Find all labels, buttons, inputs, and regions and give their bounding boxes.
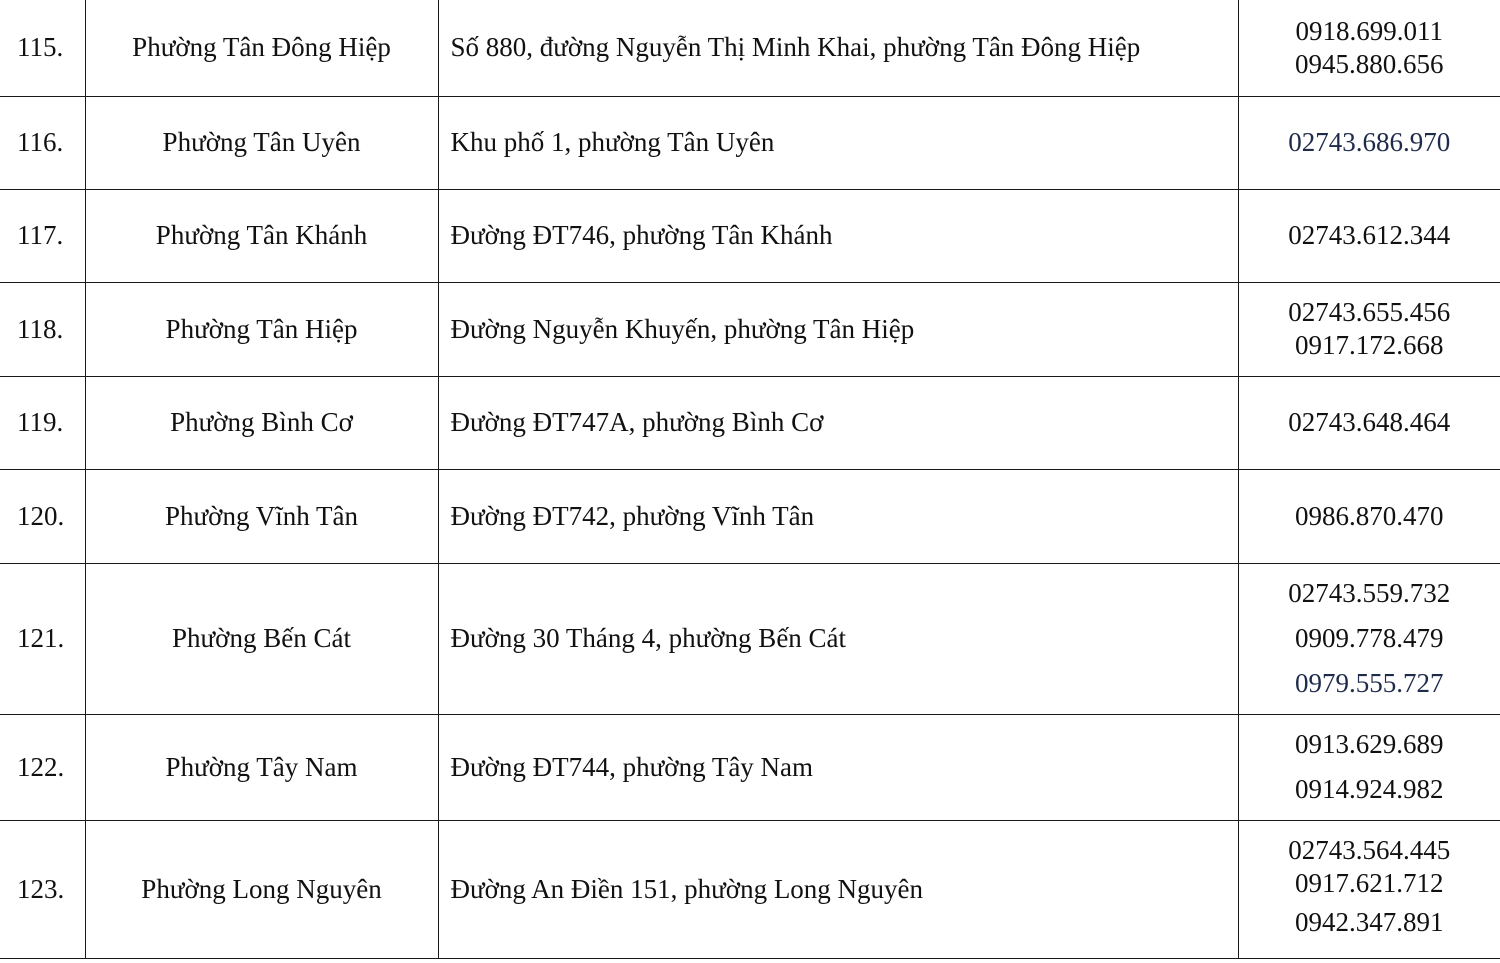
phone-cell [1238, 0, 1500, 96]
ward-name: Phường Bình Cơ [85, 376, 438, 469]
ward-address: Số 880, đường Nguyễn Thị Minh Khai, phường Tân Đông Hiệp [438, 0, 1238, 96]
table-row [0, 820, 1500, 958]
row-number: 117. [0, 189, 85, 282]
phone-cell [1238, 282, 1500, 376]
phone-number: 0913.629.689 [1295, 729, 1444, 759]
phone-cell [1238, 820, 1500, 958]
phone-number: 0917.172.668 [1295, 330, 1444, 360]
phone-number: 02743.655.456 [1288, 297, 1451, 327]
table-row [0, 376, 1500, 469]
ward-name: Phường Tây Nam [85, 714, 438, 820]
row-number: 115. [0, 0, 85, 96]
ward-address: Đường An Điền 151, phường Long Nguyên [438, 820, 1238, 958]
ward-name: Phường Long Nguyên [85, 820, 438, 958]
ward-address: Đường ĐT742, phường Vĩnh Tân [438, 469, 1238, 563]
table-row [0, 282, 1500, 376]
ward-address: Đường ĐT744, phường Tây Nam [438, 714, 1238, 820]
table-row [0, 96, 1500, 189]
phone-cell [1238, 96, 1500, 189]
phone-number: 0909.778.479 [1295, 623, 1444, 653]
phone-number: 0979.555.727 [1295, 668, 1444, 698]
table-row [0, 189, 1500, 282]
ward-name: Phường Tân Uyên [85, 96, 438, 189]
phone-number: 0945.880.656 [1295, 48, 1444, 79]
ward-address: Đường ĐT747A, phường Bình Cơ [438, 376, 1238, 469]
phone-number: 02743.612.344 [1288, 220, 1451, 250]
phone-cell [1238, 189, 1500, 282]
phone-number: 0986.870.470 [1295, 500, 1444, 531]
ward-address: Đường 30 Tháng 4, phường Bến Cát [438, 563, 1238, 714]
row-number: 122. [0, 714, 85, 820]
ward-name: Phường Bến Cát [85, 563, 438, 714]
phone-number: 0918.699.011 [1295, 15, 1443, 46]
phone-number: 02743.648.464 [1288, 407, 1451, 437]
phone-number: 0914.924.982 [1295, 774, 1444, 804]
table-row [0, 563, 1500, 714]
table-row [0, 469, 1500, 563]
phone-cell [1238, 469, 1500, 563]
row-number: 118. [0, 282, 85, 376]
row-number: 119. [0, 376, 85, 469]
phone-number: 02743.564.445 [1288, 834, 1451, 865]
phone-number: 0942.347.891 [1295, 906, 1444, 937]
table-row [0, 0, 1500, 96]
ward-name: Phường Tân Đông Hiệp [85, 0, 438, 96]
ward-address: Đường ĐT746, phường Tân Khánh [438, 189, 1238, 282]
phone-cell [1238, 376, 1500, 469]
phone-number: 02743.686.970 [1288, 127, 1451, 157]
ward-name: Phường Tân Hiệp [85, 282, 438, 376]
phone-number: 0917.621.712 [1295, 867, 1444, 898]
row-number: 120. [0, 469, 85, 563]
phone-cell [1238, 714, 1500, 820]
row-number: 123. [0, 820, 85, 958]
phone-number: 02743.559.732 [1288, 578, 1451, 608]
phone-cell [1238, 563, 1500, 714]
ward-name: Phường Tân Khánh [85, 189, 438, 282]
table-row [0, 714, 1500, 820]
ward-address: Đường Nguyễn Khuyến, phường Tân Hiệp [438, 282, 1238, 376]
ward-name: Phường Vĩnh Tân [85, 469, 438, 563]
row-number: 116. [0, 96, 85, 189]
row-number: 121. [0, 563, 85, 714]
ward-address: Khu phố 1, phường Tân Uyên [438, 96, 1238, 189]
